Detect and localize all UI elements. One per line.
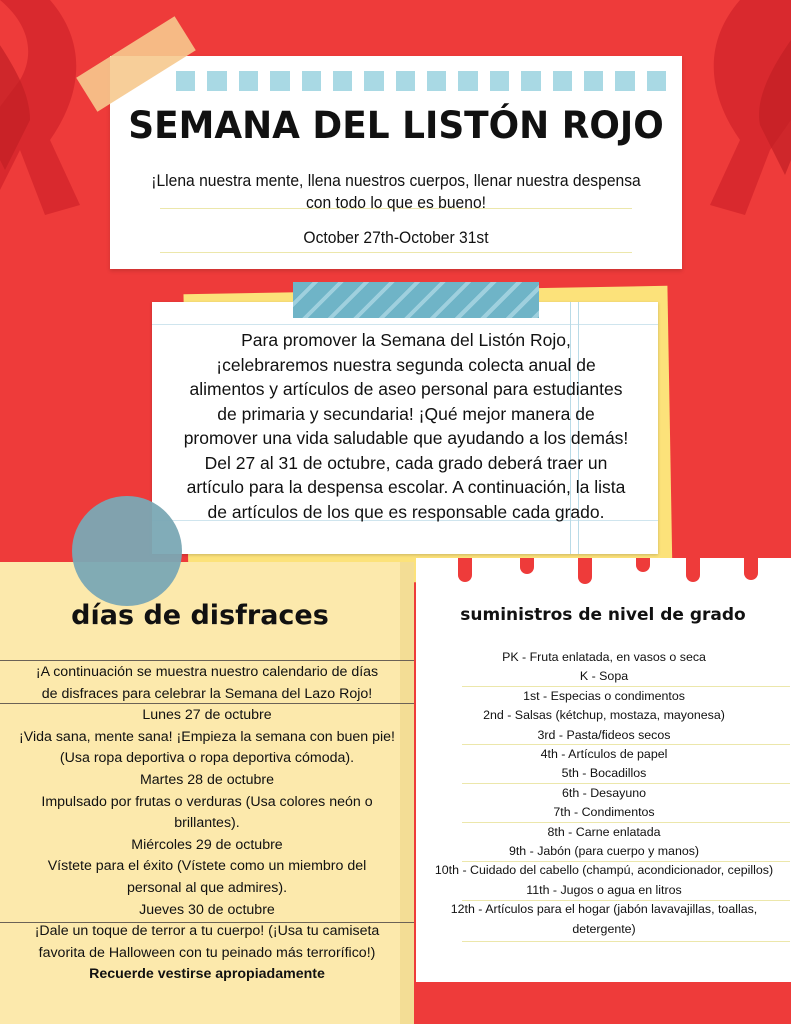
costume-day-text: ¡Dale un toque de terror a tu cuerpo! (¡Usa tu camiseta	[34, 923, 380, 940]
list-item: 3rd - Pasta/fideos secos	[537, 727, 671, 742]
intro-line: promover una vida saludable que ayudando a los demás!	[183, 428, 629, 448]
list-item: 9th - Jabón (para cuerpo y manos)	[508, 844, 700, 859]
intro-line: alimentos y artículos de aseo personal para estudiantes	[189, 379, 623, 399]
paint-drip	[458, 558, 472, 582]
list-item: 4th - Artículos de papel	[540, 747, 668, 762]
paint-drip	[744, 558, 758, 580]
event-dates: October 27th-October 31st	[303, 228, 489, 247]
costume-day-text: personal al que admires).	[126, 879, 288, 896]
red-ribbon-right-icon	[700, 0, 791, 215]
ruled-line	[462, 941, 790, 942]
list-item: 5th - Bocadillos	[561, 766, 647, 781]
paint-drip	[520, 558, 534, 574]
costume-day-text: Vístete para el éxito (Vístete como un miembro del	[47, 858, 367, 875]
intro-line: artículo para la despensa escolar. A continuación, la lista	[186, 477, 626, 497]
intro-line: Del 27 al 31 de octubre, cada grado deberá traer un	[204, 452, 608, 473]
list-item: 6th - Desayuno	[561, 785, 647, 800]
page-title: SEMANA DEL LISTÓN ROJO	[128, 104, 664, 147]
subtitle	[142, 170, 650, 214]
list-item: 8th - Carne enlatada	[547, 824, 661, 839]
intro-line: Para promover la Semana del Listón Rojo,	[241, 330, 571, 350]
blue-striped-tape	[293, 282, 539, 318]
ruled-line	[0, 660, 414, 661]
list-item: 10th - Cuidado del cabello (champú, acondicionador, cepillos)	[434, 863, 774, 878]
list-item: 1st - Especias o condimentos	[523, 688, 685, 703]
circle-decoration	[72, 496, 182, 606]
supplies-list	[424, 648, 784, 939]
intro-line: ¡celebraremos nuestra segunda colecta anual de	[216, 354, 596, 375]
costume-day-text: (Usa ropa deportiva o ropa deportiva cómoda).	[59, 750, 355, 767]
list-item: 11th - Jugos o agua en litros	[526, 882, 682, 897]
costume-days-text	[8, 662, 406, 986]
costume-day-heading: Martes 28 de octubre	[139, 771, 275, 788]
intro-line: de artículos de los que es responsable cada grado.	[207, 501, 605, 522]
list-item: K - Sopa	[579, 669, 629, 684]
costume-intro-line: ¡A continuación se muestra nuestro calendario de días	[35, 664, 379, 680]
costume-intro-line: de disfraces para celebrar la Semana del Lazo Rojo!	[41, 685, 373, 702]
list-item: 7th - Condimentos	[553, 805, 655, 820]
supplies-title: suministros de nivel de grado	[460, 605, 746, 625]
costume-day-text: favorita de Halloween con tu peinado más terrorífico!)	[38, 944, 376, 961]
costume-day-heading: Miércoles 29 de octubre	[131, 836, 283, 853]
list-item: 2nd - Salsas (kétchup, mostaza, mayonesa)	[483, 708, 725, 723]
list-item: detergente)	[572, 921, 636, 936]
subtitle-line: con todo lo que es bueno!	[305, 193, 487, 212]
costume-day-heading: Lunes 27 de octubre	[142, 707, 272, 724]
paint-drip	[578, 558, 592, 584]
costume-days-title: días de disfraces	[71, 600, 329, 631]
costume-closing: Recuerde vestirse apropiadamente	[89, 966, 325, 983]
square-border-decoration	[176, 71, 666, 91]
subtitle-line: ¡Llena nuestra mente, llena nuestros cuerpos, llenar nuestra despensa	[151, 171, 641, 190]
costume-day-text: Impulsado por frutas o verduras (Usa colores neón o	[41, 793, 373, 810]
red-ribbon-left-icon	[0, 0, 90, 215]
list-item: PK - Fruta enlatada, en vasos o seca	[502, 650, 706, 664]
paint-drip	[636, 558, 650, 572]
ruled-line	[160, 252, 632, 253]
paint-drip	[686, 558, 700, 582]
costume-day-text: brillantes).	[174, 815, 240, 832]
costume-day-heading: Jueves 30 de octubre	[139, 901, 275, 918]
intro-line: de primaria y secundaria! ¡Qué mejor manera de	[217, 403, 595, 424]
intro-text	[168, 328, 644, 524]
costume-day-text: ¡Vida sana, mente sana! ¡Empieza la semana con buen pie!	[19, 728, 395, 745]
list-item: 12th - Artículos para el hogar (jabón lavavajillas, toallas,	[450, 902, 758, 917]
ruled-line	[152, 324, 658, 325]
